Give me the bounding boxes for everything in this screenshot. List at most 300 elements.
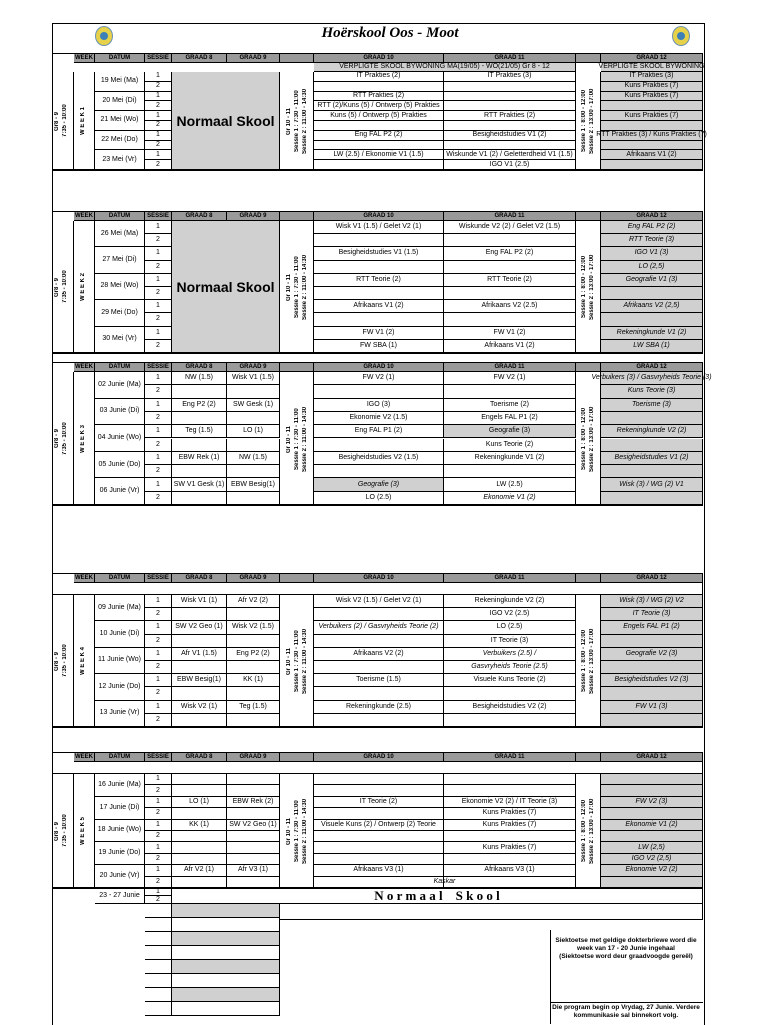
graad-9-cell: Wisk V1 (1.5) bbox=[227, 372, 280, 385]
graad-8-cell bbox=[172, 854, 227, 865]
session-number: 2 bbox=[145, 492, 172, 505]
graad-12-cell: IT Prakties (3) bbox=[601, 72, 703, 82]
graad-11-cell: LW (2.5) bbox=[444, 478, 576, 491]
date-cell: 19 Mei (Ma) bbox=[95, 72, 145, 92]
graad-12-cell bbox=[601, 785, 703, 796]
graad-8-cell: Afr V2 (1) bbox=[172, 865, 227, 876]
gr12-session-1: Sessie 1 : 8:00 - 12:00 bbox=[581, 629, 587, 693]
blank-cell bbox=[145, 932, 172, 946]
graad-12-cell bbox=[601, 465, 703, 478]
graad-12-cell bbox=[601, 808, 703, 819]
graad-9-cell bbox=[227, 635, 280, 648]
graad-8-cell: SW V1 Gesk (1) bbox=[172, 478, 227, 491]
bywoning-banner: VERPLIGTE SKOOL BYWONING MA(19/05) - WO(21/05) Gr 8 - 12 bbox=[314, 63, 576, 72]
session-number: 2 bbox=[145, 261, 172, 274]
graad-10-cell bbox=[314, 608, 444, 621]
date-cell: 29 Mei (Do) bbox=[95, 300, 145, 326]
blank-cell bbox=[172, 1002, 280, 1016]
graad-11-cell bbox=[444, 234, 576, 247]
session-number: 1 bbox=[145, 425, 172, 438]
graad-11-cell bbox=[444, 92, 576, 102]
header-graad-8: GRAAD 8 bbox=[172, 53, 227, 63]
spacer-row bbox=[52, 762, 703, 774]
week-number-label: W E E K 4 bbox=[80, 647, 86, 676]
graad-11-cell: Rekeningkunde V2 (2) bbox=[444, 595, 576, 608]
graad-10-cell bbox=[314, 808, 444, 819]
graad-8-cell: LO (1) bbox=[172, 797, 227, 808]
graad-10-cell: RTT Teorie (2) bbox=[314, 274, 444, 287]
blank-cell bbox=[172, 974, 280, 988]
date-cell: 11 Junie (Wo) bbox=[95, 648, 145, 674]
graad-9-cell: SW V2 Geo (1) bbox=[227, 820, 280, 831]
graad-11-cell bbox=[444, 831, 576, 842]
graad-10-cell bbox=[314, 854, 444, 865]
graad-11-cell: IGO V1 (2.5) bbox=[444, 160, 576, 170]
session-number: 1 bbox=[145, 131, 172, 141]
rule bbox=[52, 353, 703, 354]
graad-10-cell: RTT (2)/Kuns (5) / Ontwerp (5) Prakties bbox=[314, 101, 444, 111]
gr10-11-label: Gr 10 - 11 bbox=[286, 647, 292, 675]
session-number: 1 bbox=[145, 247, 172, 260]
graad-9-cell: EBW Besig(1) bbox=[227, 478, 280, 491]
gr10-11-session-1: Sessie 1 : 7:30 - 11:00 bbox=[294, 90, 300, 152]
graad-12-cell bbox=[601, 831, 703, 842]
gr10-11-label: Gr 10 - 11 bbox=[286, 817, 292, 845]
graad-10-cell: Afrikaans V1 (2) bbox=[314, 300, 444, 313]
blank-cell bbox=[172, 960, 280, 974]
graad-10-cell: Kuns (5) / Ontwerp (5) Prakties bbox=[314, 111, 444, 121]
header-graad-12: GRAAD 12 bbox=[601, 573, 703, 583]
graad-11-cell: Verbuikers (2.5) / bbox=[444, 648, 576, 661]
graad-12-cell bbox=[601, 101, 703, 111]
gr10-11-session-2: Sessie 2 : 11:00 - 14:30 bbox=[302, 628, 308, 694]
graad-11-cell: Afrikaans V1 (2) bbox=[444, 340, 576, 353]
graad-11-cell: IT Teorie (3) bbox=[444, 635, 576, 648]
graad-11-cell: Wiskunde V1 (2) / Geletterdheid V1 (1.5) bbox=[444, 150, 576, 160]
gr12-session-1: Sessie 1 : 8:00 - 12:00 bbox=[581, 407, 587, 470]
graad-11-cell: Visuele Kuns Teorie (2) bbox=[444, 674, 576, 687]
graad-9-cell bbox=[227, 785, 280, 796]
graad-12-cell: Verbuikers (3) / Gasvryheids Teorie (3) bbox=[601, 372, 703, 385]
gr12-session-2: Sessie 2 : 13:00 - 17:00 bbox=[589, 88, 595, 154]
graad-12-cell bbox=[601, 313, 703, 326]
header-graad-12: GRAAD 12 bbox=[601, 53, 703, 63]
graad-10-cell: IGO (3) bbox=[314, 399, 444, 412]
graad-9-cell bbox=[227, 661, 280, 674]
graad-12-cell: LW (2,5) bbox=[601, 842, 703, 853]
date-cell: 06 Junie (Vr) bbox=[95, 478, 145, 505]
graad-12-cell bbox=[601, 160, 703, 170]
graad-10-cell bbox=[314, 313, 444, 326]
session-number: 2 bbox=[145, 439, 172, 452]
graad-12-cell: Kuns Prakties (7) bbox=[601, 92, 703, 102]
header-graad-11: GRAAD 11 bbox=[444, 53, 576, 63]
side-grade-label: Gr8 - 9 bbox=[54, 821, 60, 841]
week-number-label: W E E K 2 bbox=[80, 273, 86, 302]
session-number: 1 bbox=[145, 478, 172, 491]
graad-11-cell: FW V2 (1) bbox=[444, 372, 576, 385]
graad-10-cell bbox=[314, 287, 444, 300]
graad-10-cell bbox=[314, 661, 444, 674]
graad-9-cell: Teg (1.5) bbox=[227, 701, 280, 714]
header-graad-11: GRAAD 11 bbox=[444, 573, 576, 583]
graad-12-cell bbox=[601, 492, 703, 505]
graad-10-cell: Toerisme (1.5) bbox=[314, 674, 444, 687]
graad-12-cell: IT Teorie (3) bbox=[601, 608, 703, 621]
header-graad-9: GRAAD 9 bbox=[227, 573, 280, 583]
graad-11-cell: RTT Teorie (2) bbox=[444, 274, 576, 287]
graad-8-cell: Teg (1.5) bbox=[172, 425, 227, 438]
graad-11-cell: Besigheidstudies V2 (2) bbox=[444, 701, 576, 714]
graad-11-cell bbox=[444, 385, 576, 398]
header-gap bbox=[280, 362, 314, 372]
graad-12-cell: Engels FAL P1 (2) bbox=[601, 621, 703, 634]
graad-10-cell: Eng FAL P2 (2) bbox=[314, 131, 444, 141]
gr10-11-session-1: Sessie 1 : 7:30 - 11:00 bbox=[294, 630, 300, 692]
gr10-11-session-1: Sessie 1 : 7:30 - 11:00 bbox=[294, 256, 300, 318]
graad-10-cell bbox=[314, 774, 444, 785]
header-gap bbox=[576, 53, 601, 63]
graad-11-cell bbox=[444, 287, 576, 300]
header-graad-12: GRAAD 12 bbox=[601, 211, 703, 221]
gr10-11-session-1: Sessie 1 : 7:30 - 11:00 bbox=[294, 800, 300, 862]
session-number: 2 bbox=[145, 785, 172, 796]
page-title: Hoërskool Oos - Moot bbox=[321, 25, 459, 41]
header-datum: DATUM bbox=[95, 573, 145, 583]
graad-8-cell: KK (1) bbox=[172, 820, 227, 831]
graad-12-cell bbox=[601, 877, 703, 888]
graad-11-cell: Kuns Prakties (7) bbox=[444, 842, 576, 853]
graad-10-cell: Wisk V1 (1.5) / Gelet V2 (1) bbox=[314, 221, 444, 234]
graad-11-cell: Gasvryheids Teorie (2.5) bbox=[444, 661, 576, 674]
session-number: 2 bbox=[145, 714, 172, 727]
graad-8-cell: NW (1.5) bbox=[172, 372, 227, 385]
graad-11-cell bbox=[444, 785, 576, 796]
header-graad-10: GRAAD 10 bbox=[314, 362, 444, 372]
gr12-session-2: Sessie 2 : 13:00 - 17:00 bbox=[589, 628, 595, 694]
graad-10-cell bbox=[314, 261, 444, 274]
graad-8-cell bbox=[172, 635, 227, 648]
side-grade-label: Gr8 - 9 bbox=[54, 111, 60, 131]
graad-12-cell: Kuns Prakties (7) bbox=[601, 111, 703, 121]
graad-12-cell bbox=[601, 714, 703, 727]
session-number: 1 bbox=[145, 399, 172, 412]
session-number: 2 bbox=[145, 896, 172, 904]
graad-10-cell: LW (2.5) / Ekonomie V1 (1.5) bbox=[314, 150, 444, 160]
date-cell: 18 Junie (Wo) bbox=[95, 820, 145, 843]
bywoning-banner-g12: VERPLIGTE SKOOL BYWONING bbox=[598, 63, 705, 70]
school-crest-icon bbox=[95, 26, 113, 46]
graad-10-cell: Afrikaans V3 (1) bbox=[314, 865, 444, 876]
header-gap bbox=[576, 752, 601, 762]
graad-11-cell: Toerisme (2) bbox=[444, 399, 576, 412]
graad-10-cell bbox=[314, 635, 444, 648]
session-number: 2 bbox=[145, 877, 172, 888]
graad-10-cell: Rekeningkunde (2.5) bbox=[314, 701, 444, 714]
gr10-11-label: Gr 10 - 11 bbox=[286, 424, 292, 453]
date-cell: 17 Junie (Di) bbox=[95, 797, 145, 820]
header-datum: DATUM bbox=[95, 752, 145, 762]
gr10-11-session-2: Sessie 2 : 11:00 - 14:30 bbox=[302, 798, 308, 864]
header-graad-10: GRAAD 10 bbox=[314, 53, 444, 63]
graad-10-cell: Geografie (3) bbox=[314, 478, 444, 491]
gr10-11-label: Gr 10 - 11 bbox=[286, 107, 292, 135]
graad-8-cell bbox=[172, 687, 227, 700]
graad-11-cell: Ekonomie V2 (2) / IT Teorie (3) bbox=[444, 797, 576, 808]
session-number: 2 bbox=[145, 465, 172, 478]
header-graad-9: GRAAD 9 bbox=[227, 211, 280, 221]
header-gap bbox=[280, 573, 314, 583]
header-week: WEEK bbox=[74, 752, 95, 762]
side-time-label: 7:35 - 10:00 bbox=[62, 644, 68, 678]
week-number-label: W E E K 1 bbox=[80, 107, 86, 136]
side-time-label: 7:35 - 10:00 bbox=[62, 270, 68, 304]
side-time-label: 7:35 - 10:00 bbox=[62, 422, 68, 455]
graad-11-cell: Wiskunde V2 (2) / Gelet V2 (1.5) bbox=[444, 221, 576, 234]
graad-12-cell bbox=[601, 287, 703, 300]
graad-9-cell bbox=[227, 808, 280, 819]
session-number: 1 bbox=[145, 842, 172, 853]
graad-8-cell bbox=[172, 808, 227, 819]
note-line: (Siektoetse word deur graadvoogde gereël) bbox=[559, 953, 693, 960]
graad-10-cell: Eng FAL P1 (2) bbox=[314, 425, 444, 438]
header-graad-12: GRAAD 12 bbox=[601, 752, 703, 762]
graad-9-cell bbox=[227, 774, 280, 785]
session-number: 1 bbox=[145, 595, 172, 608]
graad-11-cell: FW V1 (2) bbox=[444, 327, 576, 340]
side-grade-label: Gr8 - 9 bbox=[54, 429, 60, 449]
blank-cell bbox=[172, 918, 280, 932]
graad-10-cell: Visuele Kuns (2) / Ontwerp (2) Teorie bbox=[314, 820, 444, 831]
graad-11-cell: IGO V2 (2.5) bbox=[444, 608, 576, 621]
session-number: 1 bbox=[145, 452, 172, 465]
graad-8-cell: SW V2 Geo (1) bbox=[172, 621, 227, 634]
note-line: kommunikasie sal binnekort volg. bbox=[573, 1012, 679, 1019]
session-number: 2 bbox=[145, 234, 172, 247]
graad-11-cell bbox=[444, 714, 576, 727]
session-number: 1 bbox=[145, 621, 172, 634]
header-week: WEEK bbox=[74, 211, 95, 221]
graad-10-cell: LO (2.5) bbox=[314, 492, 444, 505]
graad-9-cell: SW Gesk (1) bbox=[227, 399, 280, 412]
session-number: 1 bbox=[145, 72, 172, 82]
graad-9-cell bbox=[227, 439, 280, 452]
date-cell: 22 Mei (Do) bbox=[95, 131, 145, 151]
blank-cell bbox=[172, 932, 280, 946]
session-number: 1 bbox=[145, 150, 172, 160]
gr12-session-2: Sessie 2 : 13:00 - 17:00 bbox=[589, 798, 595, 864]
date-cell: 04 Junie (Wo) bbox=[95, 425, 145, 452]
graad-8-cell bbox=[172, 661, 227, 674]
session-number: 2 bbox=[145, 831, 172, 842]
graad-12-cell: Afrikaans V2 (2,5) bbox=[601, 300, 703, 313]
session-number: 1 bbox=[145, 701, 172, 714]
side-grade-label: Gr8 - 9 bbox=[54, 651, 60, 671]
graad-10-cell bbox=[314, 687, 444, 700]
session-number: 1 bbox=[145, 865, 172, 876]
graad-10-cell: Ekonomie V2 (1.5) bbox=[314, 412, 444, 425]
session-number: 1 bbox=[145, 888, 172, 896]
graad-10-cell bbox=[314, 831, 444, 842]
graad-12-cell: FW V2 (3) bbox=[601, 797, 703, 808]
header-graad-8: GRAAD 8 bbox=[172, 211, 227, 221]
graad-9-cell bbox=[227, 714, 280, 727]
header-graad-10: GRAAD 10 bbox=[314, 573, 444, 583]
date-cell: 03 Junie (Di) bbox=[95, 399, 145, 426]
graad-12-cell: IGO V2 (2,5) bbox=[601, 854, 703, 865]
graad-8-cell bbox=[172, 831, 227, 842]
graad-12-cell: Kuns Teorie (3) bbox=[601, 385, 703, 398]
graad-11-cell: Kuns Prakties (7) bbox=[444, 820, 576, 831]
date-cell: 20 Mei (Di) bbox=[95, 92, 145, 112]
graad-8-cell bbox=[172, 774, 227, 785]
graad-9-cell: Afr V3 (1) bbox=[227, 865, 280, 876]
graad-8-cell: Wisk V2 (1) bbox=[172, 701, 227, 714]
blank-cell bbox=[145, 974, 172, 988]
graad-12-cell bbox=[601, 121, 703, 131]
graad-8-cell: Wisk V1 (1) bbox=[172, 595, 227, 608]
graad-9-cell bbox=[227, 854, 280, 865]
date-cell: 02 Junie (Ma) bbox=[95, 372, 145, 399]
graad-12-cell: Afrikaans V1 (2) bbox=[601, 150, 703, 160]
graad-11-cell bbox=[444, 121, 576, 131]
graad-11-cell bbox=[444, 261, 576, 274]
session-number: 1 bbox=[145, 820, 172, 831]
date-cell: 13 Junie (Vr) bbox=[95, 701, 145, 727]
graad-12-cell: LW SBA (1) bbox=[601, 340, 703, 353]
note-line: Die program begin op Vrydag, 27 Junie. Verdere bbox=[552, 1004, 700, 1011]
header-week: WEEK bbox=[74, 53, 95, 63]
header-sessie: SESSIE bbox=[145, 53, 172, 63]
graad-11-cell: Afrikaans V2 (2.5) bbox=[444, 300, 576, 313]
date-cell: 21 Mei (Wo) bbox=[95, 111, 145, 131]
header-graad-11: GRAAD 11 bbox=[444, 362, 576, 372]
graad-10-cell bbox=[314, 785, 444, 796]
graad-10-cell: RTT Prakties (2) bbox=[314, 92, 444, 102]
graad-12-cell: Eng FAL P2 (2) bbox=[601, 221, 703, 234]
gr10-11-session-2: Sessie 2 : 11:00 - 14:30 bbox=[302, 254, 308, 320]
date-cell: 09 Junie (Ma) bbox=[95, 595, 145, 621]
graad-9-cell: Eng P2 (2) bbox=[227, 648, 280, 661]
blank-cell bbox=[145, 988, 172, 1002]
graad-8-cell bbox=[172, 412, 227, 425]
graad-10-cell: IT Prakties (2) bbox=[314, 72, 444, 82]
gr10-11-label: Gr 10 - 11 bbox=[286, 273, 292, 301]
session-number: 2 bbox=[145, 160, 172, 170]
graad-11-cell bbox=[444, 854, 576, 865]
graad-12-cell bbox=[601, 661, 703, 674]
graad-9-cell: Wisk V2 (1.5) bbox=[227, 621, 280, 634]
gr12-session-2: Sessie 2 : 13:00 - 17:00 bbox=[589, 405, 595, 472]
graad-12-cell: Rekeningkunde V1 (2) bbox=[601, 327, 703, 340]
final-date-cell: 23 - 27 Junie bbox=[95, 888, 145, 904]
graad-9-cell bbox=[227, 608, 280, 621]
session-number: 2 bbox=[145, 661, 172, 674]
graad-12-cell: Ekonomie V2 (2) bbox=[601, 865, 703, 876]
blank-cell bbox=[172, 946, 280, 960]
header-gap bbox=[280, 211, 314, 221]
graad-11-cell bbox=[444, 101, 576, 111]
graad-8-cell bbox=[172, 608, 227, 621]
graad-12-cell: LO (2,5) bbox=[601, 261, 703, 274]
header-graad-11: GRAAD 11 bbox=[444, 211, 576, 221]
header-gap bbox=[280, 752, 314, 762]
graad-12-cell: Kuns Prakties (7) bbox=[601, 82, 703, 92]
session-number: 2 bbox=[145, 854, 172, 865]
session-number: 2 bbox=[145, 412, 172, 425]
rule bbox=[52, 727, 703, 728]
graad-12-cell: FW V1 (3) bbox=[601, 701, 703, 714]
date-cell: 20 Junie (Vr) bbox=[95, 865, 145, 888]
graad-10-cell bbox=[314, 465, 444, 478]
date-cell: 10 Junie (Di) bbox=[95, 621, 145, 647]
graad-9-cell bbox=[227, 385, 280, 398]
session-number: 1 bbox=[145, 648, 172, 661]
graad-10-cell: Afrikaans V2 (2) bbox=[314, 648, 444, 661]
graad-10-cell: Besigheidstudies V1 (1.5) bbox=[314, 247, 444, 260]
graad-8-cell: Eng P2 (2) bbox=[172, 399, 227, 412]
session-number: 2 bbox=[145, 82, 172, 92]
graad-11-cell: Eng FAL P2 (2) bbox=[444, 247, 576, 260]
header-datum: DATUM bbox=[95, 211, 145, 221]
graad-10-cell: FW SBA (1) bbox=[314, 340, 444, 353]
header-graad-11: GRAAD 11 bbox=[444, 752, 576, 762]
date-cell: 30 Mei (Vr) bbox=[95, 327, 145, 353]
note-sick-tests bbox=[551, 937, 701, 961]
graad-9-cell: KK (1) bbox=[227, 674, 280, 687]
graad-9-cell bbox=[227, 842, 280, 853]
graad-10-cell bbox=[314, 121, 444, 131]
date-cell: 05 Junie (Do) bbox=[95, 452, 145, 479]
header-sessie: SESSIE bbox=[145, 362, 172, 372]
graad-12-cell: Toerisme (3) bbox=[601, 399, 703, 412]
graad-10-cell: FW V1 (2) bbox=[314, 327, 444, 340]
blank-cell bbox=[145, 946, 172, 960]
graad-12-cell bbox=[601, 141, 703, 151]
graad-8-cell bbox=[172, 385, 227, 398]
blank-cell bbox=[145, 1002, 172, 1016]
header-gap bbox=[280, 53, 314, 63]
session-number: 2 bbox=[145, 287, 172, 300]
normaal-skool-label: Normaal Skool bbox=[172, 72, 280, 170]
blank-cell bbox=[145, 918, 172, 932]
graad-8-cell bbox=[172, 492, 227, 505]
graad-9-cell bbox=[227, 877, 280, 888]
rule bbox=[52, 505, 703, 506]
graad-12-cell bbox=[601, 774, 703, 785]
session-number: 1 bbox=[145, 92, 172, 102]
rule bbox=[52, 211, 703, 212]
session-number: 2 bbox=[145, 635, 172, 648]
graad-11-cell: Rekeningkunde V1 (2) bbox=[444, 452, 576, 465]
session-number: 2 bbox=[145, 101, 172, 111]
graad-8-cell bbox=[172, 714, 227, 727]
graad-12-cell: Ekonomie V1 (2) bbox=[601, 820, 703, 831]
graad-11-cell bbox=[444, 465, 576, 478]
graad-12-cell bbox=[601, 439, 703, 452]
blank-cell bbox=[145, 960, 172, 974]
session-number: 2 bbox=[145, 385, 172, 398]
graad-12-cell: Besigheidstudies V1 (2) bbox=[601, 452, 703, 465]
graad-12-cell: RTT Prakties (3) / Kuns Prakties (7) bbox=[601, 131, 703, 141]
graad-11-cell bbox=[444, 82, 576, 92]
graad-10-cell bbox=[314, 82, 444, 92]
date-cell: 12 Junie (Do) bbox=[95, 674, 145, 700]
graad-10-cell bbox=[314, 714, 444, 727]
graad-11-cell: Afrikaans V3 (1) bbox=[444, 865, 576, 876]
gr12-session-1: Sessie 1 : 8:00 - 12:00 bbox=[581, 255, 587, 319]
graad-11-cell bbox=[444, 141, 576, 151]
